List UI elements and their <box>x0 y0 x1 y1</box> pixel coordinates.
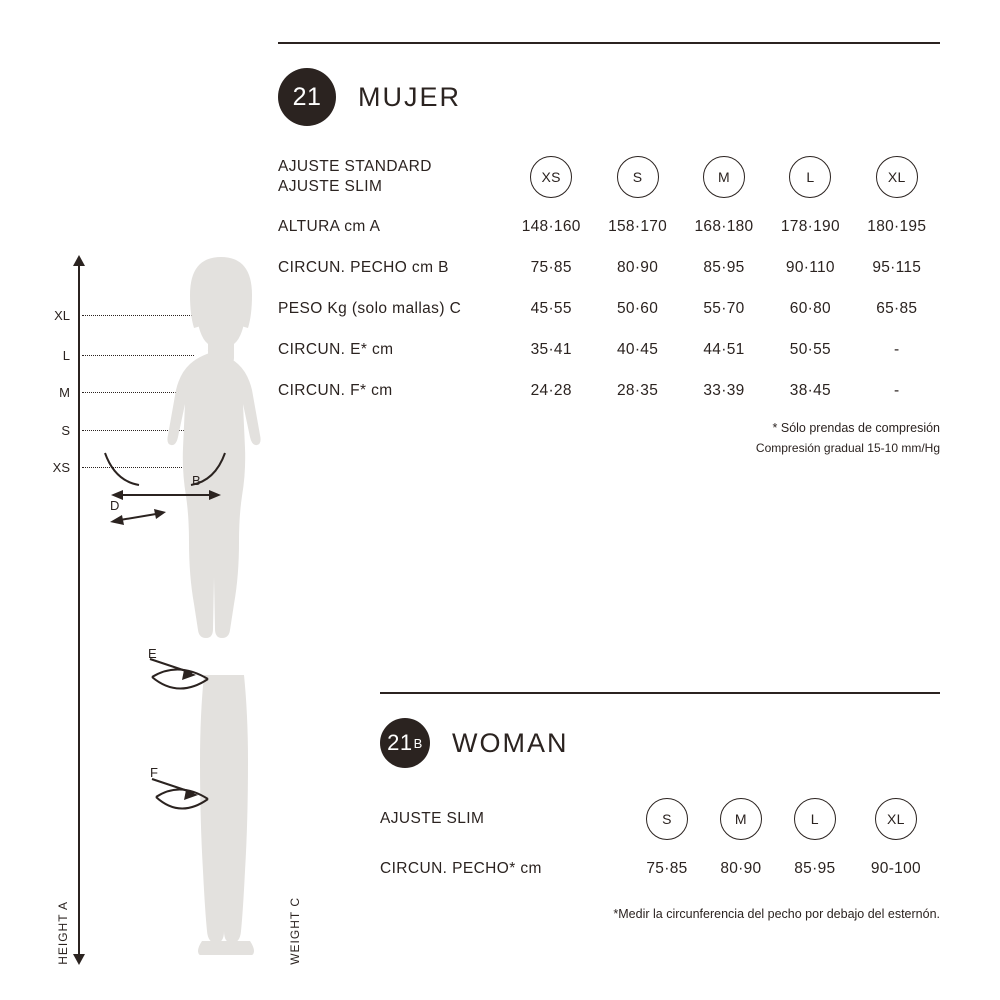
cell-value: 80·90 <box>617 258 659 276</box>
height-axis-label: HEIGHT A <box>56 901 70 965</box>
size-circle-label: S <box>617 156 659 198</box>
measure-label-f: F <box>150 765 158 780</box>
cell-value: 35·41 <box>530 340 572 358</box>
size-circle-label: XS <box>530 156 572 198</box>
section-mujer <box>278 42 940 455</box>
cell-value: - <box>894 381 900 399</box>
fit-standard-label: AJUSTE STANDARD <box>278 157 432 175</box>
cell-value: 38·45 <box>789 381 831 399</box>
row-label: ALTURA cm A <box>278 217 381 235</box>
section-divider <box>278 42 940 44</box>
size-tick-label: L <box>62 347 70 363</box>
measure-label-e: E <box>148 646 157 661</box>
size-circle-label: XL <box>875 798 917 840</box>
woman-footnote: *Medir la circunferencia del pecho por debajo del esternón. <box>613 907 940 921</box>
column-header-xs <box>508 148 594 206</box>
cell-value: 55·70 <box>703 299 745 317</box>
fit-slim-label: AJUSTE SLIM <box>278 178 383 195</box>
cell-value: 90·110 <box>785 258 835 276</box>
table-row <box>380 848 940 889</box>
section-header-mujer <box>278 68 940 126</box>
size-tick-label: XL <box>54 307 70 323</box>
section-divider <box>380 692 940 694</box>
badge-21: 21 <box>278 68 336 126</box>
cell-value: 85·95 <box>703 258 745 276</box>
thigh-measure-arrow <box>130 653 240 713</box>
column-header-s <box>630 790 704 848</box>
cell-value: 28·35 <box>617 381 659 399</box>
size-circle-label: L <box>794 798 836 840</box>
cell-value: 40·45 <box>617 340 659 358</box>
row-label: CIRCUN. PECHO* cm <box>380 859 542 877</box>
calf-measure-arrow <box>130 773 240 833</box>
size-circle-label: XL <box>876 156 918 198</box>
fit-slim-label: AJUSTE SLIM <box>380 810 485 827</box>
badge-main-number: 21 <box>387 730 413 755</box>
table-row <box>278 288 940 329</box>
cell-value: 45·55 <box>530 299 572 317</box>
cell-value: 60·80 <box>789 299 831 317</box>
fit-type-cell <box>278 148 508 206</box>
table-header-row <box>278 148 940 206</box>
cell-value: 158·170 <box>608 217 668 235</box>
section-header-woman <box>380 718 940 768</box>
row-label: CIRCUN. F* cm <box>278 381 393 399</box>
table-header-row <box>380 790 940 848</box>
column-header-m <box>681 148 767 206</box>
height-axis-arrow <box>78 265 80 955</box>
measure-label-d: D <box>110 498 120 513</box>
column-header-xl <box>852 790 940 848</box>
cell-value: 50·55 <box>789 340 831 358</box>
compression-note-2: Compresión gradual 15-10 mm/Hg <box>755 441 940 455</box>
cell-value: 90-100 <box>870 859 921 877</box>
column-header-m <box>704 790 778 848</box>
cell-value: 85·95 <box>794 859 836 877</box>
cell-value: 178·190 <box>780 217 840 235</box>
column-header-l <box>778 790 852 848</box>
row-label: PESO Kg (solo mallas) C <box>278 299 462 317</box>
measure-label-b: B <box>192 473 201 488</box>
cell-value: 180·195 <box>867 217 927 235</box>
size-circle-label: M <box>703 156 745 198</box>
cell-value: 168·180 <box>694 217 754 235</box>
table-row <box>278 370 940 411</box>
row-label: CIRCUN. PECHO cm B <box>278 258 449 276</box>
weight-axis-label: WEIGHT C <box>288 897 302 965</box>
section-woman <box>380 692 940 921</box>
cell-value: 75·85 <box>530 258 572 276</box>
cell-value: 148·160 <box>521 217 581 235</box>
compression-note-1: * Sólo prendas de compresión <box>772 421 940 435</box>
cell-value: 65·85 <box>876 299 918 317</box>
column-header-xl <box>854 148 940 206</box>
table-row <box>278 247 940 288</box>
column-header-l <box>767 148 853 206</box>
table-row <box>278 206 940 247</box>
section-title-mujer: MUJER <box>358 81 461 112</box>
cell-value: 95·115 <box>872 258 922 276</box>
size-table-woman <box>380 790 940 889</box>
row-label: CIRCUN. E* cm <box>278 340 394 358</box>
table-row <box>278 329 940 370</box>
size-tick-label: XS <box>52 459 70 475</box>
cell-value: 50·60 <box>617 299 659 317</box>
size-circle-label: M <box>720 798 762 840</box>
cell-value: - <box>894 340 900 358</box>
cell-value: 75·85 <box>646 859 688 877</box>
column-header-s <box>594 148 680 206</box>
cell-value: 33·39 <box>703 381 745 399</box>
badge-sub-letter: B <box>413 735 423 751</box>
size-circle-label: S <box>646 798 688 840</box>
cell-value: 24·28 <box>530 381 572 399</box>
size-tick-label: M <box>59 384 70 400</box>
size-circle-label: L <box>789 156 831 198</box>
size-tick-label: S <box>61 422 70 438</box>
size-table-mujer <box>278 148 940 411</box>
cell-value: 80·90 <box>720 859 762 877</box>
section-title-woman: WOMAN <box>452 727 569 758</box>
badge-21b <box>380 718 430 768</box>
cell-value: 44·51 <box>703 340 745 358</box>
